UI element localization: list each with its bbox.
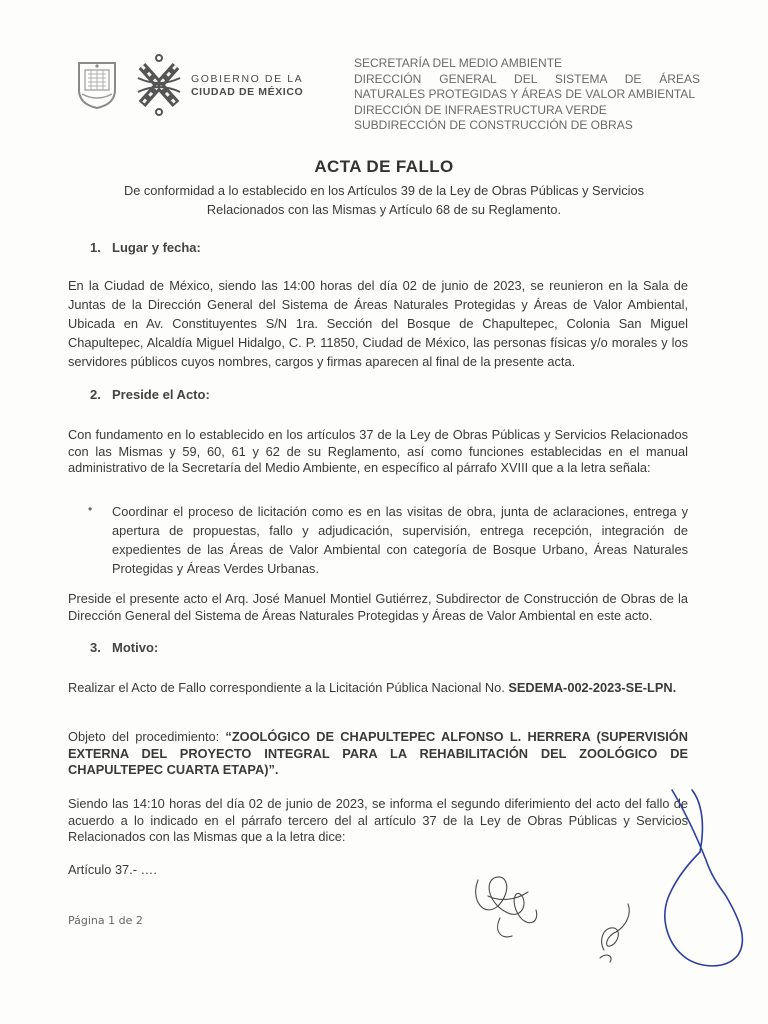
diferimiento-paragraph: Siendo las 14:10 horas del día 02 de junio de 2023, se informa el segundo diferimiento del acto del fallo de acuerdo a lo indicado en el párrafo tercero del al artículo 37 de la Ley de Obras Públicas y Servicios Relacionados con las Mismas que a la letra dice: xyxy=(68,796,688,844)
objeto-label: Objeto del procedimiento: xyxy=(68,729,226,744)
cdmx-logo xyxy=(134,54,184,116)
preside-paragraph: Preside el presente acto el Arq. José Manuel Montiel Gutiérrez, Subdirector de Construcción de Obras de la Dirección General del Sistema de Áreas Naturales Protegidas y Áreas de Valor Ambiental en este acto. xyxy=(68,591,688,623)
motivo-paragraph xyxy=(68,678,688,697)
licitacion-number: SEDEMA-002-2023-SE-LPN. xyxy=(508,680,677,695)
section-title: Lugar y fecha: xyxy=(112,240,201,255)
document-subtitle: De conformidad a lo establecido en los Artículos 39 de la Ley de Obras Públicas y Servicios Relacionados con las Mismas y Artículo 68 de su Reglamento. xyxy=(124,183,644,217)
section-title: Preside el Acto: xyxy=(112,387,210,402)
city-shield-logo xyxy=(76,60,118,110)
section-number: 1. xyxy=(90,240,101,255)
direccion-general-line-2: NATURALES PROTEGIDAS Y ÁREAS DE VALOR AMBIENTAL xyxy=(354,87,695,101)
bullet-dot-icon: • xyxy=(88,502,93,516)
lugar-fecha-paragraph: En la Ciudad de México, siendo las 14:00 horas del día 02 de junio de 2023, se reunieron en la Sala de Juntas de la Dirección General del Sistema de Áreas Naturales Protegidas y Áreas de Valor Ambiental, Ubicada en Av. Constituyentes S/N 1ra. Sección del Bosque de Chapultepec, Colonia San Miguel Chapultepec, Alcaldía Miguel Hidalgo, C. P. 11850, Ciudad de México, las personas físicas y/o morales y los servidores públicos cuyos nombres, cargos y firmas aparecen al final de la presente acta. xyxy=(68,278,688,369)
fundamento-paragraph: Con fundamento en lo establecido en los artículos 37 de la Ley de Obras Públicas y Servicios Relacionados con las Mismas y 59, 60, 61 y 62 de su Reglamento, así como funciones establecidas en el manual administrativo de la Secretaría del Medio Ambiente, en específico al párrafo XVIII que a la letra señala: xyxy=(68,427,688,475)
signature-grey-2 xyxy=(600,904,629,962)
secretaria-line: SECRETARÍA DEL MEDIO AMBIENTE xyxy=(354,56,563,70)
direccion-general-line: DIRECCIÓN GENERAL DEL SISTEMA DE ÁREAS xyxy=(354,71,700,86)
agency-header xyxy=(354,56,700,134)
section-number: 2. xyxy=(90,387,101,402)
gov-line-2: CIUDAD DE MÉXICO xyxy=(191,86,304,98)
signature-grey-1 xyxy=(476,877,537,937)
government-name xyxy=(191,73,303,99)
direccion-infraestructura-line: DIRECCIÓN DE INFRAESTRUCTURA VERDE xyxy=(354,102,607,117)
section-motivo-heading xyxy=(90,640,158,655)
page-number: Página 1 de 2 xyxy=(68,914,143,927)
objeto-paragraph xyxy=(68,729,688,779)
section-lugar-fecha-heading xyxy=(90,240,201,255)
document-title: ACTA DE FALLO xyxy=(314,157,454,176)
subdireccion-line: SUBDIRECCIÓN DE CONSTRUCCIÓN DE OBRAS xyxy=(354,118,633,132)
section-title: Motivo: xyxy=(112,640,159,655)
motivo-text: Realizar el Acto de Fallo correspondiente a la Licitación Pública Nacional No. xyxy=(68,680,509,695)
section-number: 3. xyxy=(90,640,101,655)
articulo-line: Artículo 37.- …. xyxy=(68,862,157,877)
bullet-text: Coordinar el proceso de licitación como es en las visitas de obra, junta de aclaraciones, entrega y apertura de propuestas, fallo y adjudicación, supervisión, entrega recepción, integración de expedientes de las Áreas de Valor Ambiental con categoría de Bosque Urbano, Áreas Naturales Protegidas y Áreas Verdes Urbanas. xyxy=(112,504,688,576)
objeto-text: “ZOOLÓGICO DE CHAPULTEPEC ALFONSO L. HERRERA (SUPERVISIÓN EXTERNA DEL PROYECTO INTEGRAL PARA LA REHABILITACIÓN DEL ZOOLÓGICO DE CHAPULTEPEC CUARTA ETAPA)”. xyxy=(68,729,688,777)
section-preside-heading xyxy=(90,387,210,402)
gov-line-1: GOBIERNO DE LA xyxy=(191,73,304,85)
